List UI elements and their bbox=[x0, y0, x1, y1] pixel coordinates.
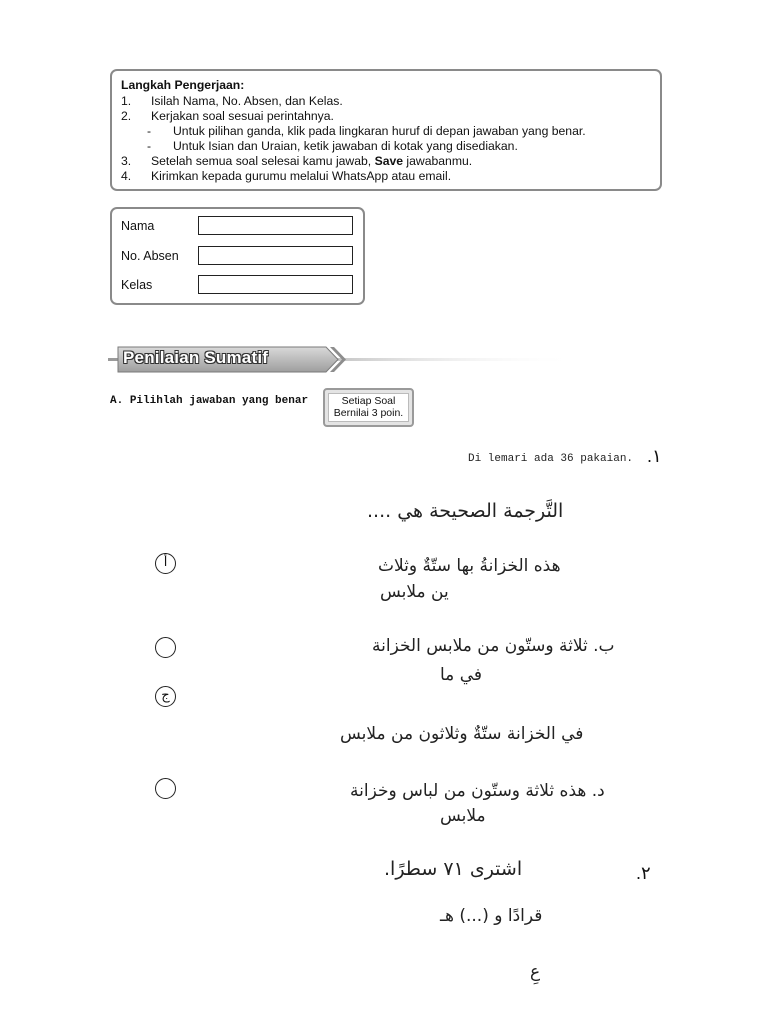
q1-option-a-text-2: ين ملابس bbox=[380, 582, 449, 602]
q1-option-c-text: في الخزانة ستّةٌ وثلاثون من ملابس bbox=[340, 724, 584, 744]
q1-option-b-radio[interactable] bbox=[155, 637, 176, 658]
q1-option-d-text-2: ملابس bbox=[440, 806, 486, 826]
q2-number: .٢ bbox=[636, 863, 651, 883]
class-label: Kelas bbox=[121, 278, 153, 292]
q2-line-1: اشترى ٧١ سطرًا. bbox=[384, 858, 523, 880]
q1-number: .١ bbox=[647, 446, 662, 466]
q1-option-a-text: هذه الخزانةُ بها ستّةٌ وثلاث bbox=[378, 556, 561, 576]
points-badge: Setiap Soal Bernilai 3 poin. bbox=[323, 388, 414, 427]
name-label: Nama bbox=[121, 219, 155, 233]
absen-label: No. Absen bbox=[121, 249, 179, 263]
absen-field[interactable] bbox=[198, 246, 353, 265]
identity-box bbox=[110, 207, 365, 305]
q1-option-c-radio[interactable]: ج bbox=[155, 686, 176, 707]
q1-stem: التَّرجمة الصحيحة هي .... bbox=[367, 500, 564, 522]
q1-english: Di lemari ada 36 pakaian. bbox=[468, 453, 634, 465]
instructions-title: Langkah Pengerjaan: bbox=[121, 78, 245, 92]
q1-option-a-radio[interactable]: أ bbox=[155, 553, 176, 574]
q1-option-b-text: ب. ثلاثة وستّون من ملابس الخزانة bbox=[372, 636, 615, 656]
q1-option-d-radio[interactable] bbox=[155, 778, 176, 799]
class-field[interactable] bbox=[198, 275, 353, 294]
instructions-box: Langkah Pengerjaan: 1. Isilah Nama, No. Absen, dan Kelas. 2. Kerjakan soal sesuai perintahnya. - Untuk pilihan ganda, klik pada lingkaran huruf di depan jawaban yang benar. - Untuk Isian dan Uraian, ketik jawaban di kotak yang disediakan. 3. Setelah semua soal selesai kamu jawab, Save jawabanmu. 4. Kirimkan kepada gurumu melalui WhatsApp atau email. bbox=[110, 69, 662, 191]
section-a-instruction: A. Pilihlah jawaban yang benar bbox=[110, 395, 309, 407]
q1-option-b-text-2: في ما bbox=[440, 665, 482, 685]
section-title: Penilaian Sumatif bbox=[123, 348, 269, 367]
q2-line-2: قرادًا و (...) هـ bbox=[440, 906, 543, 926]
q1-option-d-text: د. هذه ثلاثة وستّون من لباس وخزانة bbox=[350, 781, 605, 801]
name-field[interactable] bbox=[198, 216, 353, 235]
q2-line-3: عِ bbox=[530, 962, 541, 982]
